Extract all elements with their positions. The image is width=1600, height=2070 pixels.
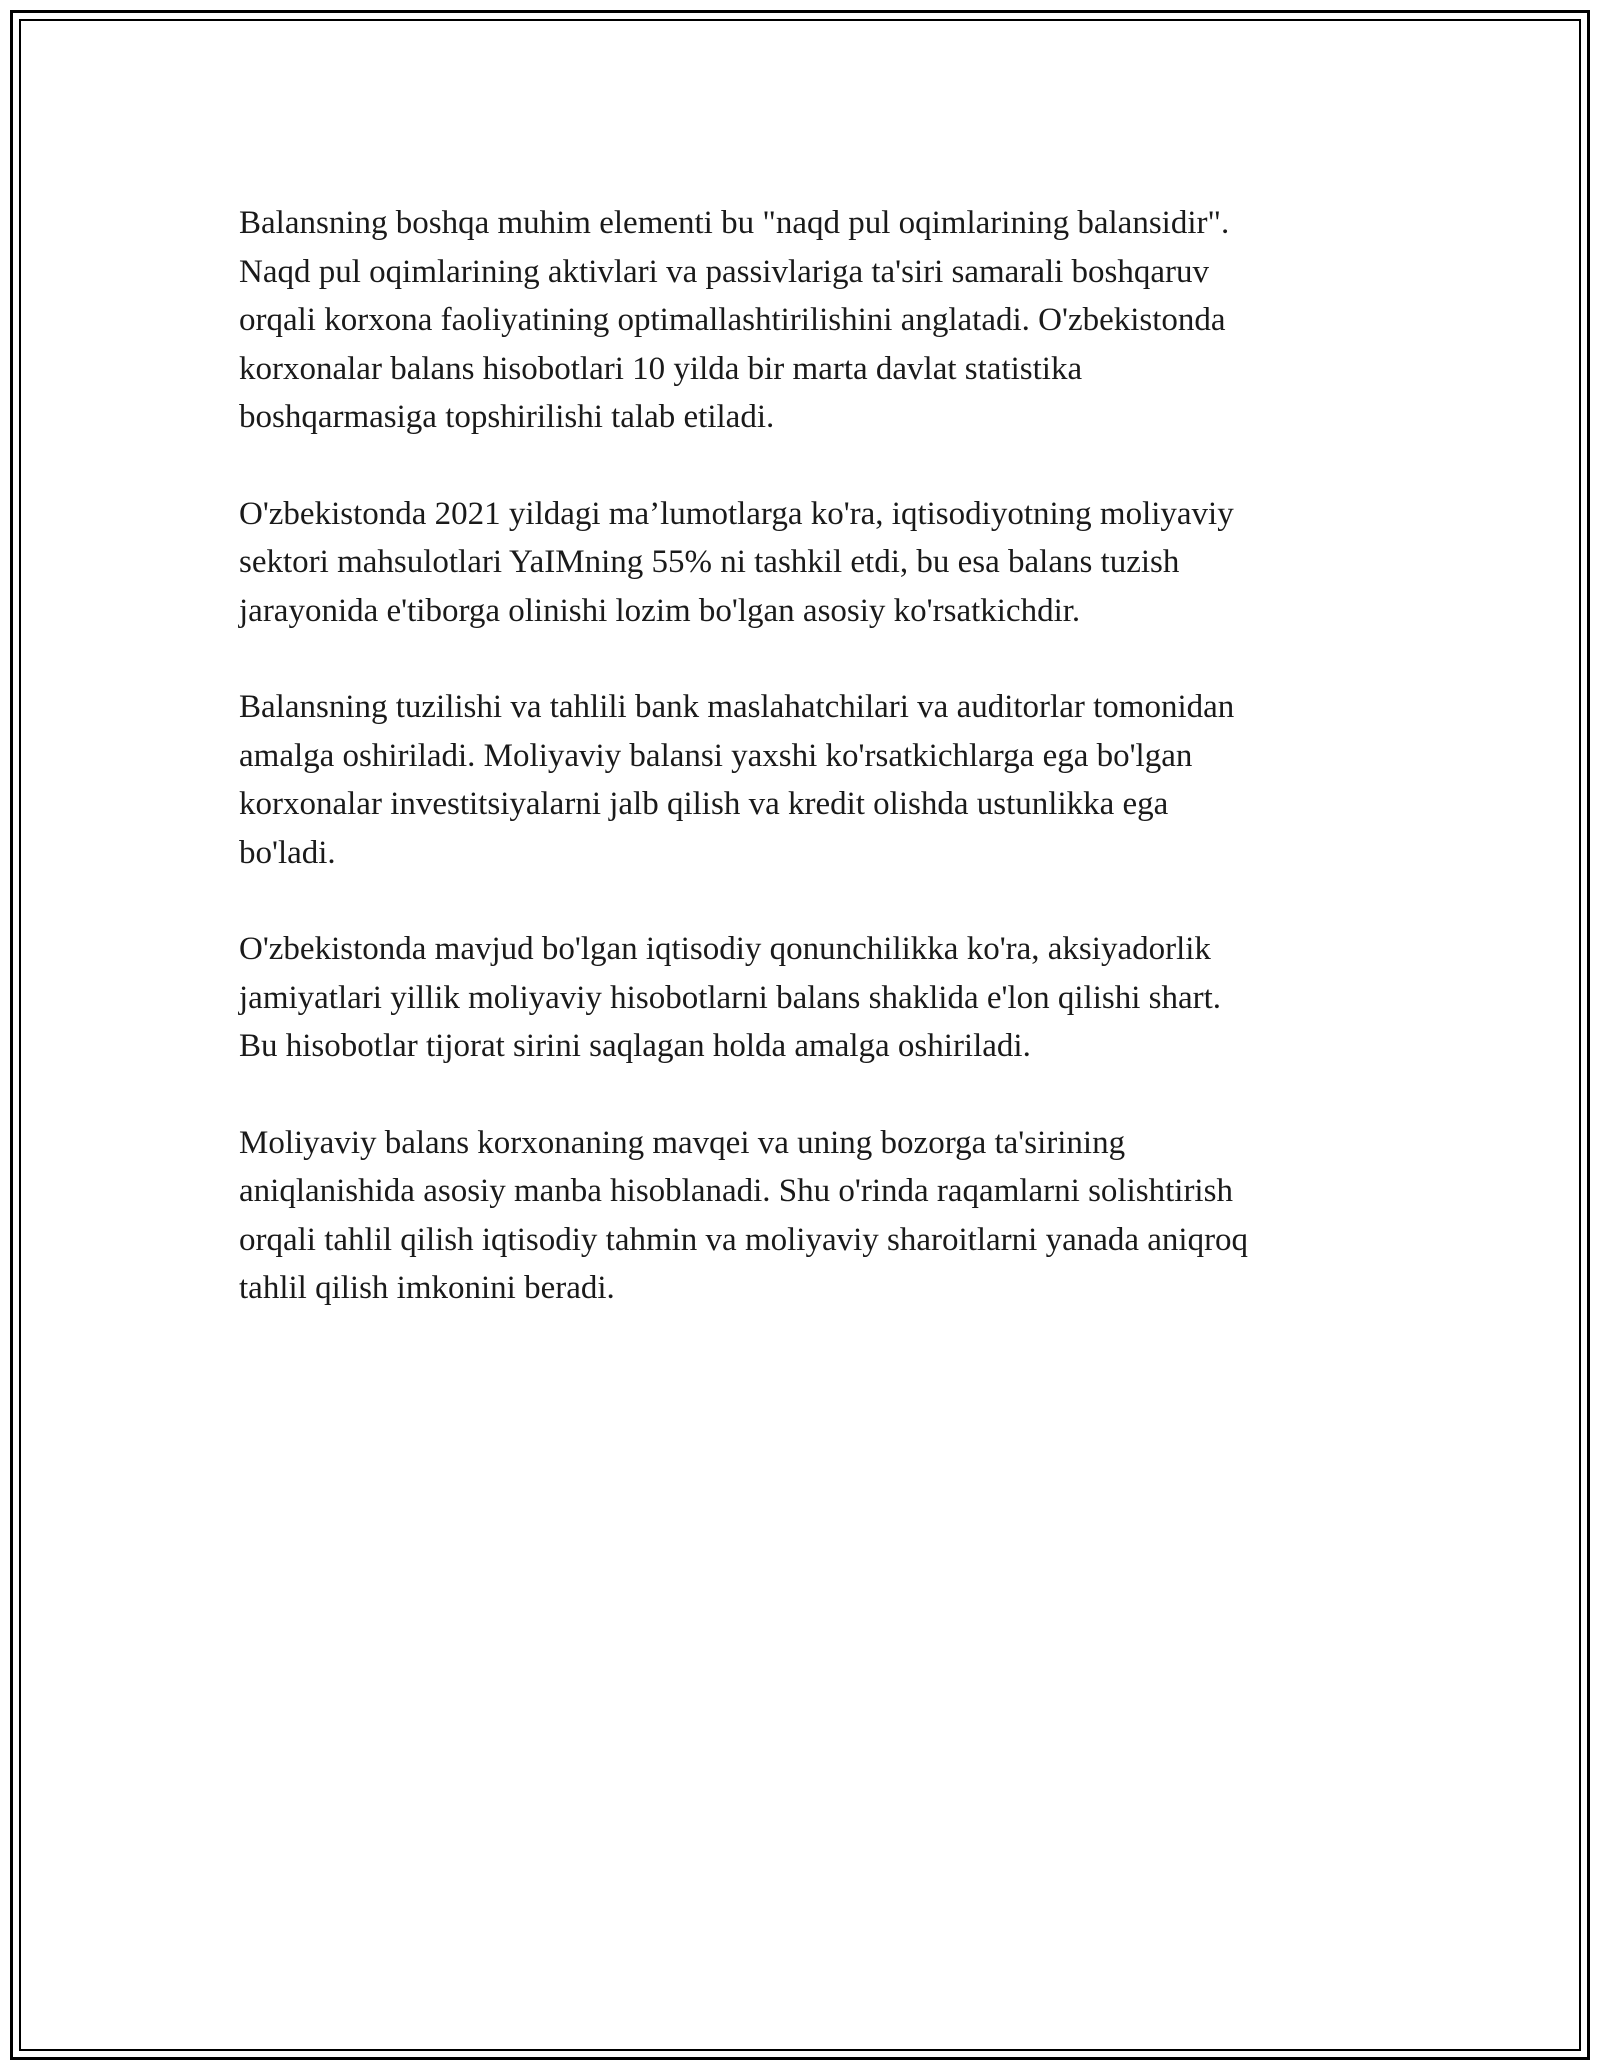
paragraph-legislation: O'zbekistonda mavjud bo'lgan iqtisodiy qonunchilikka ko'ra, aksiyadorlik jamiyatlari yillik moliyaviy hisobotlarni balans shaklida e'lon qilishi shart. Bu hisobotlar tijorat sirini saqlagan holda amalga oshiriladi. — [239, 931, 1222, 1064]
paragraph-2021-statistics: O'zbekistonda 2021 yildagi ma’lumotlarga ko'ra, iqtisodiyotning moliyaviy sektori mahsulotlari YaIMning 55% ni tashkil etdi, bu esa balans tuzish jarayonida e'tiborga olinishi lozim bo'lgan asosiy ko'rsatkichdir. — [239, 495, 1234, 629]
document-page — [10, 10, 1590, 2060]
document-body — [239, 199, 1379, 1361]
paragraph-balance-analysis: Balansning tuzilishi va tahlili bank maslahatchilari va auditorlar tomonidan amalga oshiriladi. Moliyaviy balansi yaxshi ko'rsatkichlarga ega bo'lgan korxonalar investitsiyalarni jalb qilish va kredit olishda ustunlikka ega bo'ladi. — [239, 689, 1235, 871]
paragraph-financial-balance-role: Moliyaviy balans korxonaning mavqei va uning bozorga ta'sirining aniqlanishida asosiy manba hisoblanadi. Shu o'rinda raqamlarni solishtirish orqali tahlil qilish iqtisodiy tahmin va moliyaviy sharoitlarni yanada aniqroq tahlil qilish imkonini beradi. — [239, 1124, 1249, 1306]
paragraph-cash-flow-balance: Balansning boshqa muhim elementi bu "naqd pul oqimlarining balansidir". Naqd pul oqimlarining aktivlari va passivlariga ta'siri samarali boshqaruv orqali korxona faoliyatining optimallashtirilishini anglatadi. O'zbekistonda korxonalar balans hisobotlari 10 yilda bir marta davlat statistika boshqarmasiga topshirilishi talab etiladi. — [239, 205, 1230, 435]
